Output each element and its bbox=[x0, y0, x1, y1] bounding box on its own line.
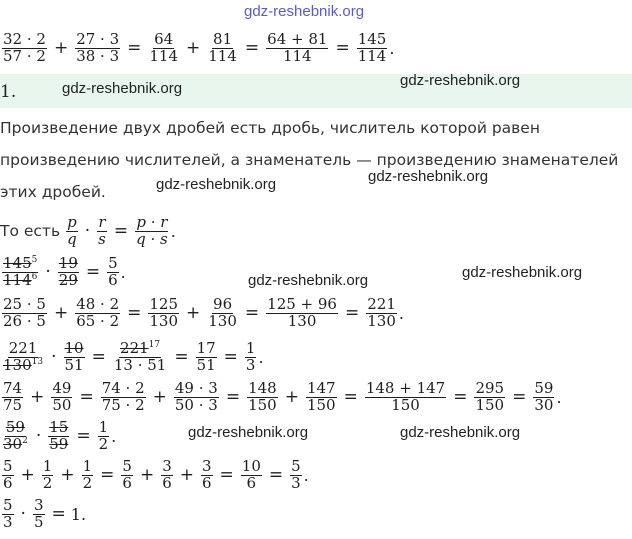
equation-4: $\frac{221}{130^{13}}$ · $\frac{10}{51}$ = $\frac{221^{17}}{13 \cdot 51}$ = $\frac{17}{51}$ = $\frac{1}{3}$ . bbox=[3, 339, 264, 374]
watermark: gdz-reshebnik.org bbox=[62, 80, 183, 97]
rule-equation: То есть $\frac{p}{q}$ · $\frac{r}{s}$ = $\frac{p \cdot r}{q \cdot s}$ . bbox=[0, 213, 176, 248]
watermark: gdz-reshebnik.org bbox=[462, 264, 583, 281]
equation-1: $\frac{32 \cdot 2}{57 \cdot 2}$ + $\frac{27 \cdot 3}{38 \cdot 3}$ = $\frac{64}{114}$ + $\frac{81}{114}$ = $\frac{64 + 81}{114}$ = $\frac{145}{114}$ . bbox=[3, 30, 395, 65]
fraction: $\frac{81}{114}$ bbox=[208, 30, 237, 65]
watermark: gdz-reshebnik.org bbox=[400, 72, 521, 89]
watermark: gdz-reshebnik.org bbox=[188, 424, 309, 441]
item-number: 1. bbox=[0, 82, 17, 102]
watermark: gdz-reshebnik.org bbox=[400, 424, 521, 441]
equation-3: $\frac{25 \cdot 5}{26 \cdot 5}$ + $\frac{48 \cdot 2}{65 \cdot 2}$ = $\frac{125}{130}$ + $\frac{96}{130}$ = $\frac{125 + 96}{130}$ = $\frac{221}{130}$ . bbox=[3, 295, 404, 330]
paragraph-line-2: произведению числителей, а знаменатель — произведению знаменателей bbox=[0, 151, 619, 169]
watermark: gdz-reshebnik.org bbox=[248, 272, 369, 289]
watermark: gdz-reshebnik.org bbox=[156, 176, 277, 193]
fraction: $\frac{32 \cdot 2}{57 \cdot 2}$ bbox=[3, 30, 46, 65]
fraction: $\frac{145}{114}$ bbox=[357, 30, 387, 65]
watermark: gdz-reshebnik.org bbox=[368, 168, 489, 185]
fraction: $\frac{64 + 81}{114}$ bbox=[267, 30, 328, 65]
paragraph-line-3: этих дробей. bbox=[0, 183, 106, 201]
fraction: $\frac{27 \cdot 3}{38 \cdot 3}$ bbox=[76, 30, 120, 65]
paragraph-line-1: Произведение двух дробей есть дробь, числитель которой равен bbox=[0, 119, 540, 137]
equation-7: $\frac{5}{6}$ + $\frac{1}{2}$ + $\frac{1}{2}$ = $\frac{5}{6}$ + $\frac{3}{6}$ + $\frac{3}{6}$ = $\frac{10}{6}$ = $\frac{5}{3}$ . bbox=[3, 457, 309, 492]
equation-2: $\frac{145^5}{114^6}$ · $\frac{19}{29}$ = $\frac{5}{6}$ . bbox=[3, 254, 126, 289]
equation-8: $\frac{5}{3}$ · $\frac{3}{5}$ = 1 . bbox=[3, 496, 87, 531]
equation-5: $\frac{74}{75}$ + $\frac{49}{50}$ = $\frac{74 \cdot 2}{75 \cdot 2}$ + $\frac{49 \cdot 3}{50 \cdot 3}$ = $\frac{148}{150}$ + $\frac{147}{150}$ = $\frac{148 + 147}{150}$ = $\frac{295}{150}$ = $\frac{59}{30}$ . bbox=[3, 379, 562, 414]
equation-6: $\frac{59}{30^2}$ · $\frac{15}{59}$ = $\frac{1}{2}$ . bbox=[3, 418, 117, 453]
fraction: $\frac{64}{114}$ bbox=[149, 30, 179, 65]
watermark-top: gdz-reshebnik.org bbox=[244, 3, 365, 20]
